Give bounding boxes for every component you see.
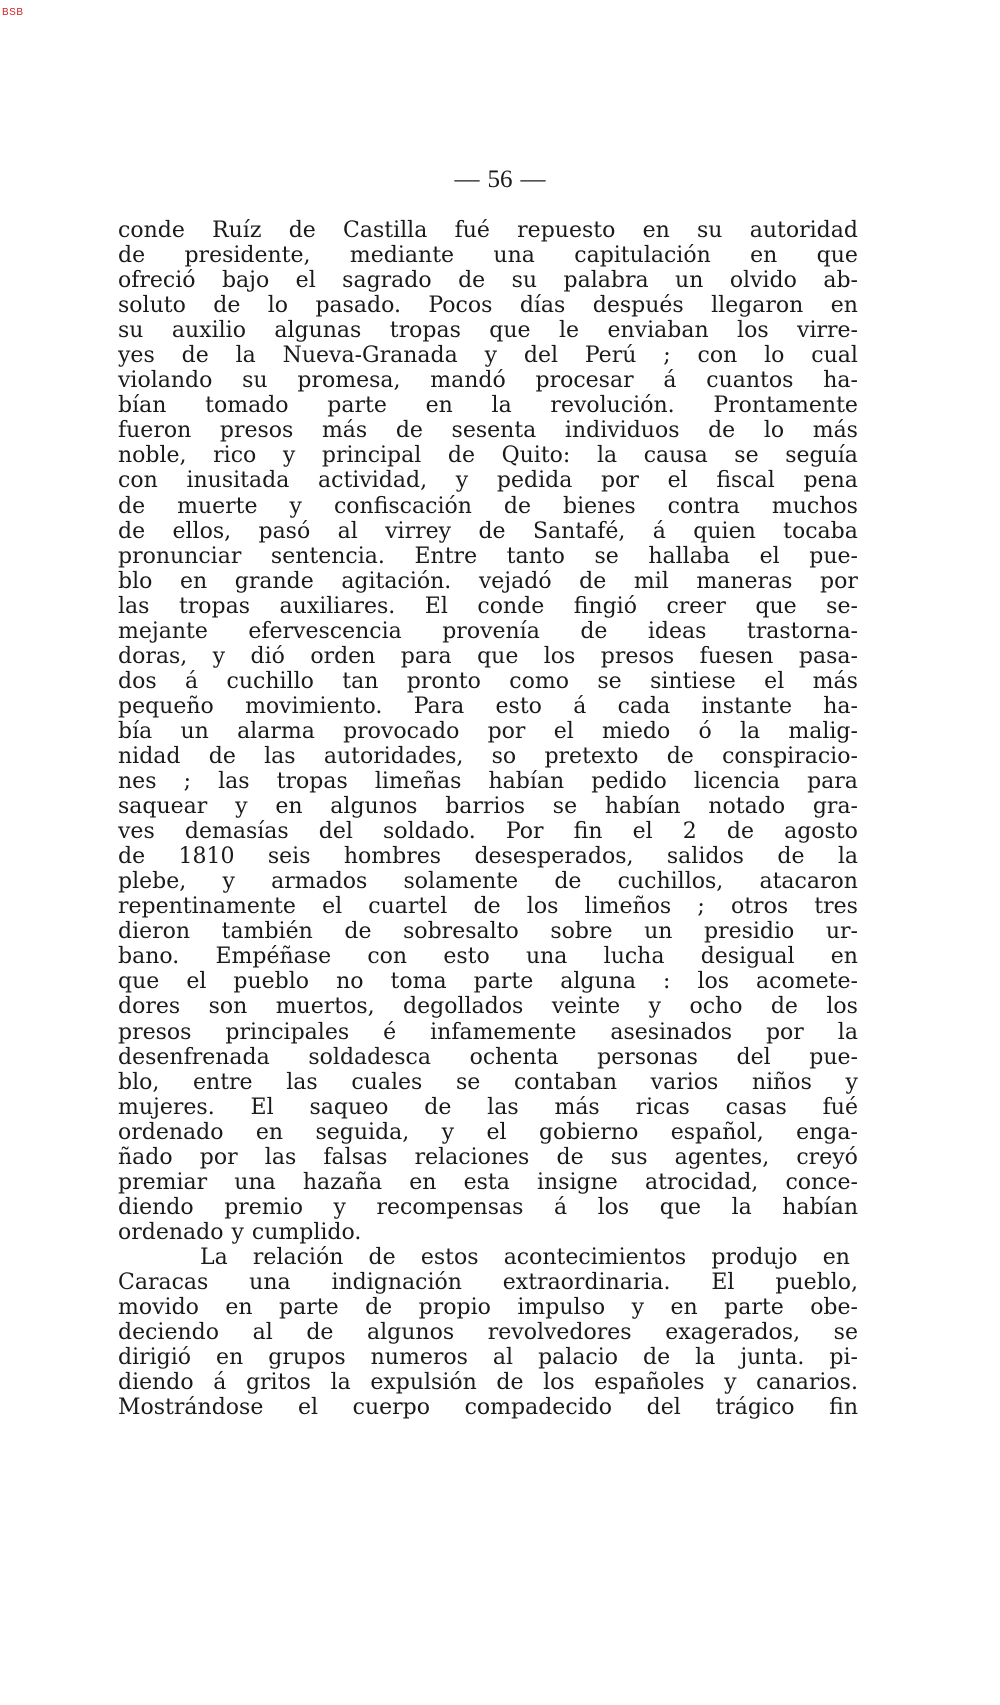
text-line: ves demasías del soldado. Por fin el 2 de agosto <box>118 819 858 845</box>
text-line: que el pueblo no toma parte alguna : los acomete- <box>118 969 858 995</box>
text-line: diendo premio y recompensas á los que la habían <box>118 1194 858 1220</box>
text-line: deciendo al de algunos revolvedores exagerados, se <box>118 1320 858 1346</box>
text-line: con inusitada actividad, y pedida por el fiscal pena <box>118 468 858 494</box>
text-line: bano. Empéñase con esto una lucha desigual en <box>118 944 858 970</box>
text-line: de 1810 seis hombres desesperados, salidos de la <box>118 844 858 870</box>
text-line: conde Ruíz de Castilla fué repuesto en su autoridad <box>118 218 858 243</box>
text-line: ordenado en seguida, y el gobierno español, enga- <box>118 1119 858 1145</box>
text-line: bían tomado parte en la revolución. Prontamente <box>118 393 858 419</box>
text-line: plebe, y armados solamente de cuchillos, atacaron <box>118 869 858 895</box>
text-line: ofreció bajo el sagrado de su palabra un olvido ab- <box>118 268 858 294</box>
text-line: Caracas una indignación extraordinaria. El pueblo, <box>118 1269 858 1295</box>
text-line: ñado por las falsas relaciones de sus agentes, creyó <box>118 1144 858 1170</box>
page-number-value: 56 <box>487 166 513 193</box>
text-line: pequeño movimiento. Para esto á cada instante ha- <box>118 693 858 719</box>
text-line: noble, rico y principal de Quito: la causa se seguía <box>118 443 858 469</box>
text-line: premiar una hazaña en esta insigne atrocidad, conce- <box>118 1169 858 1195</box>
text-line: presos principales é infamemente asesinados por la <box>118 1019 858 1045</box>
text-line: blo, entre las cuales se contaban varios niños y <box>118 1069 858 1095</box>
text-line: repentinamente el cuartel de los limeños ; otros tres <box>118 894 858 920</box>
text-line: diendo á gritos la expulsión de los españoles y canarios. <box>118 1370 858 1396</box>
text-line: mujeres. El saqueo de las más ricas casas fué <box>118 1094 858 1120</box>
text-line: yes de la Nueva-Granada y del Perú ; con lo cual <box>118 343 858 369</box>
text-line: nes ; las tropas limeñas habían pedido licencia para <box>118 769 858 795</box>
text-line: Mostrándose el cuerpo compadecido del trágico fin <box>118 1395 858 1421</box>
text-line: violando su promesa, mandó procesar á cuantos ha- <box>118 368 858 394</box>
text-line: dirigió en grupos numeros al palacio de la junta. pi- <box>118 1345 858 1371</box>
library-mark: BSB <box>2 7 24 18</box>
text-line: blo en grande agitación. vejadó de mil maneras por <box>118 568 858 594</box>
text-line: dores son muertos, degollados veinte y ocho de los <box>118 994 858 1020</box>
text-line: movido en parte de propio impulso y en parte obe- <box>118 1295 858 1321</box>
text-line: soluto de lo pasado. Pocos días después llegaron en <box>118 293 858 319</box>
text-line: dos á cuchillo tan pronto como se sintiese el más <box>118 668 858 694</box>
text-line: ordenado y cumplido. <box>118 1219 362 1245</box>
text-line: La relación de estos acontecimientos produjo en <box>200 1244 850 1270</box>
text-line: fueron presos más de sesenta individuos de lo más <box>118 418 858 444</box>
text-line: nidad de las autoridades, so pretexto de conspiracio- <box>118 743 858 769</box>
text-line: las tropas auxiliares. El conde fingió creer que se- <box>118 593 858 619</box>
text-line: su auxilio algunas tropas que le enviaban los virre- <box>118 318 858 344</box>
text-line: desenfrenada soldadesca ochenta personas del pue- <box>118 1044 858 1070</box>
text-line: saquear y en algunos barrios se habían notado gra- <box>118 794 858 820</box>
text-line: doras, y dió orden para que los presos fuesen pasa- <box>118 643 858 669</box>
text-line: dieron también de sobresalto sobre un presidio ur- <box>118 919 858 945</box>
text-line: bía un alarma provocado por el miedo ó la malig- <box>118 718 858 744</box>
text-line: de muerte y confiscación de bienes contra muchos <box>118 493 858 519</box>
text-line: pronunciar sentencia. Entre tanto se hallaba el pue- <box>118 543 858 569</box>
body-text <box>118 218 858 1420</box>
text-line: de presidente, mediante una capitulación en que <box>118 243 858 269</box>
text-line: mejante efervescencia provenía de ideas trastorna- <box>118 618 858 644</box>
page-number: — 56 — <box>454 166 546 193</box>
text-line: de ellos, pasó al virrey de Santafé, á quien tocaba <box>118 518 858 544</box>
